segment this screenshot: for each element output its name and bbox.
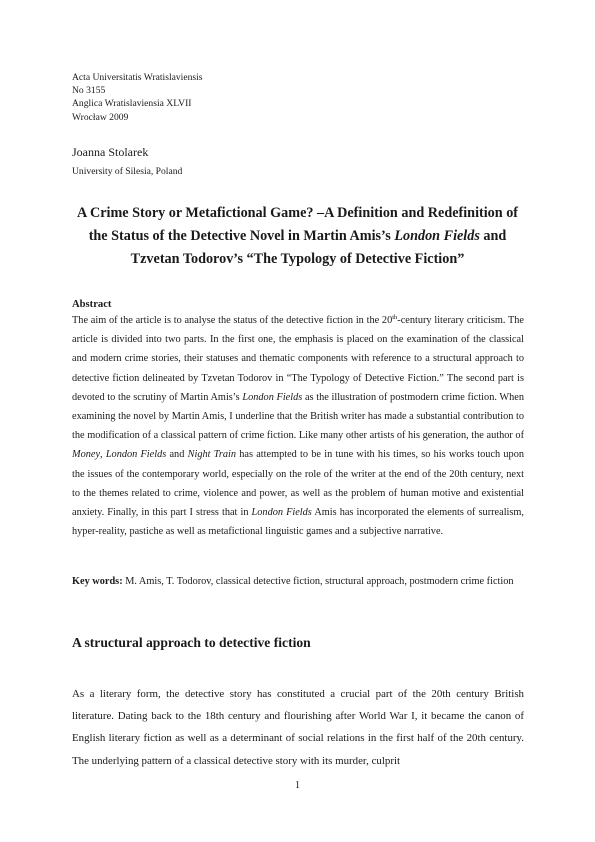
abstract-part: Amis has incorporated the elements of surrealism, hyper-reality, pastiche as well as metafictional linguistic games and a subjective narrative.	[72, 507, 525, 538]
abstract-italic: London Fields	[251, 507, 312, 519]
abstract-part: -century literary criticism. The article is divided into two parts. In the first one, the emphasis is placed on the examination of the classical and modern crime stories, their statuses and thematic components with reference to a structural approach to detective fiction delineated by Tzvetan Todorov in “The Typology of Detective Fiction.” The second part is devoted to the scrutiny of Martin Amis’s	[72, 315, 524, 403]
title-line-2	[60, 225, 535, 248]
author-block	[72, 145, 182, 178]
journal-place-year: Wrocław 2009	[72, 111, 129, 123]
abstract-text	[72, 311, 524, 541]
abstract-superscript: th	[392, 314, 398, 321]
author-affiliation: University of Silesia, Poland	[72, 166, 183, 177]
title-line-2-italic: London Fields	[394, 228, 480, 244]
section-heading: A structural approach to detective fiction	[72, 635, 311, 650]
journal-header	[72, 71, 203, 124]
title-line-2-text: the Status of the Detective Novel in Martin Amis’s	[88, 228, 395, 244]
title-line-3: Tzvetan Todorov’s “The Typology of Detective Fiction”	[130, 251, 465, 267]
abstract-part: and	[166, 449, 188, 461]
abstract-italic: Money	[72, 449, 101, 461]
keywords	[72, 575, 524, 589]
abstract-part: has attempted to be in tune with his times, so his works touch upon the issues of the contemporary world, especially on the role of the writer at the end of the 20th century, next to the themes related to crime, violence and power, as well as the problem of human motive and existential anxiety. Finally, in this part I stress that in	[72, 449, 524, 519]
author-name: Joanna Stolarek	[72, 145, 149, 159]
page-number: 1	[295, 780, 300, 791]
title-line-2-end: and	[479, 228, 507, 244]
abstract-part: ,	[100, 449, 106, 461]
title-line-1: A Crime Story or Metafictional Game? –A Definition and Redefinition of	[76, 205, 519, 221]
abstract-section	[72, 298, 524, 541]
abstract-part: The aim of the article is to analyse the status of the detective fiction in the 20	[72, 315, 393, 326]
abstract-part: as the illustration of postmodern crime fiction. When examining the novel by Martin Amis, I underline that the British writer has made a substantial contribution to the modification of a classical pattern of crime fiction. Like many other artists of his generation, the author of	[72, 391, 525, 442]
journal-series: Anglica Wratislaviensia XLVII	[72, 98, 192, 110]
abstract-italic: London Fields	[242, 391, 303, 403]
journal-number: No 3155	[72, 85, 106, 97]
body-paragraph: As a literary form, the detective story has constituted a crucial part of the 20th century British literature. Dating back to the 18th century and flourishing after World War I, it became the canon of English literary fiction as well as a determinant of social relations in the first half of the 20th century. The underlying pattern of a classical detective story with its murder, culprit	[72, 688, 524, 767]
abstract-italic: Night Train	[187, 449, 237, 461]
abstract-italic: London Fields	[105, 449, 167, 461]
keywords-text: M. Amis, T. Todorov, classical detective fiction, structural approach, postmodern crime fiction	[122, 576, 514, 587]
journal-name: Acta Universitatis Wratislaviensis	[72, 72, 203, 83]
abstract-heading: Abstract	[72, 299, 112, 310]
paper-title	[60, 202, 535, 271]
keywords-label: Key words:	[72, 576, 123, 587]
